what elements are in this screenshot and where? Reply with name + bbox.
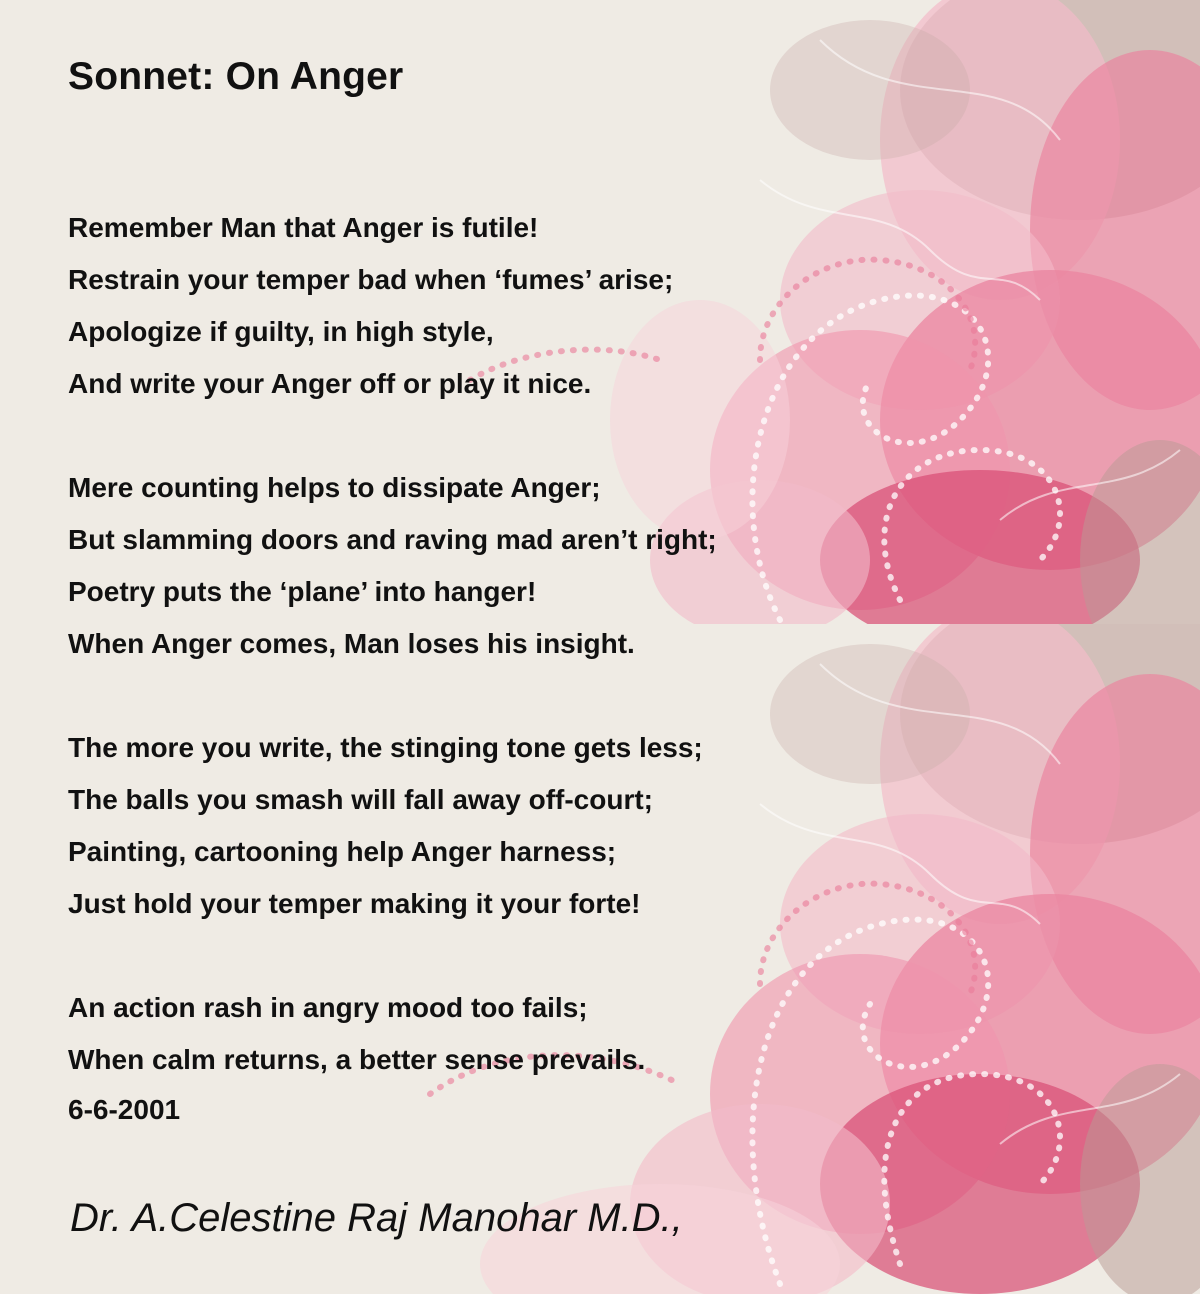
poem-line: An action rash in angry mood too fails; xyxy=(68,992,588,1023)
stanza-1 xyxy=(68,202,968,410)
poem-line: But slamming doors and raving mad aren’t right; xyxy=(68,524,717,555)
poem-date: 6-6-2001 xyxy=(68,1094,181,1125)
poem-line: Mere counting helps to dissipate Anger; xyxy=(68,472,601,503)
poem-line: When calm returns, a better sense prevails. xyxy=(68,1044,646,1075)
poem-line: Apologize if guilty, in high style, xyxy=(68,316,494,347)
poem-author: Dr. A.Celestine Raj Manohar M.D., xyxy=(70,1196,683,1240)
poem-line: Just hold your temper making it your forte! xyxy=(68,888,641,919)
poem-title: Sonnet: On Anger xyxy=(68,55,404,98)
poem-line: Painting, cartooning help Anger harness; xyxy=(68,836,617,867)
stanza-2 xyxy=(68,462,968,670)
poem-line: Poetry puts the ‘plane’ into hanger! xyxy=(68,576,537,607)
poem-body xyxy=(68,202,968,1086)
poem-line: When Anger comes, Man loses his insight. xyxy=(68,628,635,659)
poem-line: Remember Man that Anger is futile! xyxy=(68,212,539,243)
poem-line: The balls you smash will fall away off-court; xyxy=(68,784,654,815)
poem-line: And write your Anger off or play it nice. xyxy=(68,368,592,399)
stanza-3 xyxy=(68,722,968,930)
poem-line: The more you write, the stinging tone gets less; xyxy=(68,732,703,763)
poem xyxy=(68,52,968,1138)
stanza-4 xyxy=(68,982,968,1086)
poem-line: Restrain your temper bad when ‘fumes’ arise; xyxy=(68,264,674,295)
